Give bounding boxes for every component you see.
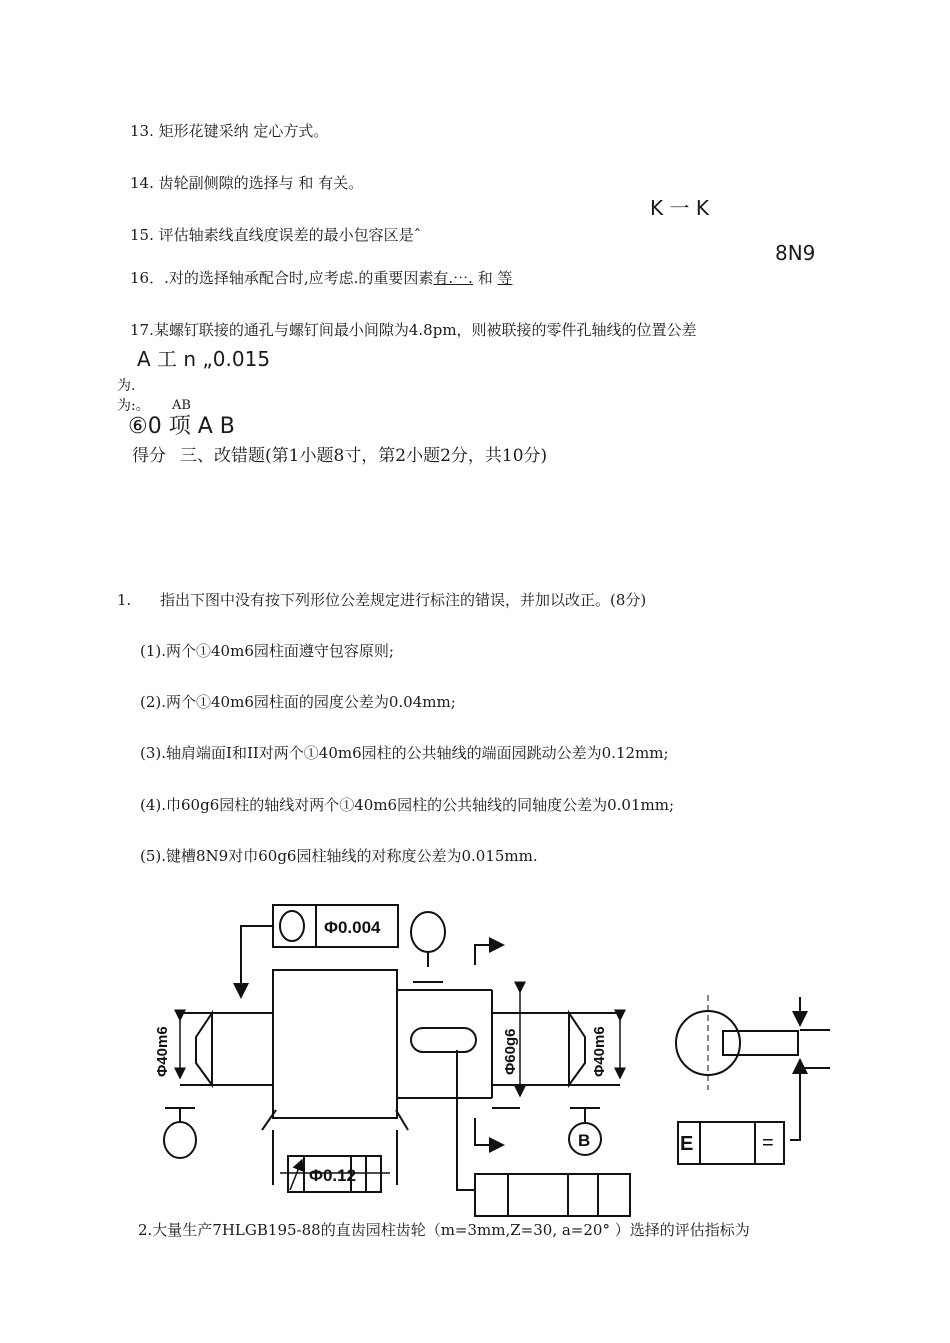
problem-1-item-3: (3).轴肩端面I和II对两个①40m6园柱的公共轴线的端面园跳动公差为0.12mm; <box>140 744 669 762</box>
section-arrow-bottom <box>475 1118 503 1145</box>
keyway-slot <box>411 1028 476 1052</box>
question-17-wei-2: 为:。 <box>117 398 150 414</box>
keyway-label: 8N9 <box>775 241 816 265</box>
question-14: 14. 齿轮副侧隙的选择与 和 有关。 <box>130 174 364 192</box>
dim-mid: Φ60g6 <box>502 1028 519 1075</box>
section-arrow-top <box>475 945 503 965</box>
question-17-symbol: ⑥0 项 A B <box>128 414 235 439</box>
question-17-ab: AB <box>172 398 191 413</box>
question-16-etc: 等 <box>497 269 513 287</box>
flat-symbol: = <box>762 1132 774 1154</box>
question-16-text: 16．.对的选择轴承配合时,应考虑.的重要因素 <box>130 269 434 287</box>
question-15: 15. 评估轴素线直线度误差的最小包容区是ˆ <box>130 226 422 244</box>
section-label-kk: K 一 K <box>650 196 709 220</box>
section-3-heading: 三、改错题(第1小题8寸，第2小题2分，共10分) <box>180 446 548 466</box>
problem-1-text: 指出下图中没有按下列形位公差规定进行标注的错误，并加以改正。(8分) <box>160 591 647 609</box>
datum-circle-left <box>164 1122 196 1158</box>
left-center-hole <box>196 1013 212 1085</box>
question-17-tolerance: A 工 n „0.015 <box>137 347 271 371</box>
score-label: 得分 <box>132 446 166 466</box>
datum-e-letter: E <box>680 1133 694 1155</box>
section-leader <box>790 1070 800 1140</box>
question-17: 17.某螺钉联接的通孔与螺钉间最小间隙为4.8pm，则被联接的零件孔轴线的位置公差 <box>130 321 697 339</box>
datum-b-letter: B <box>578 1131 591 1150</box>
key-section <box>723 1031 798 1055</box>
datum-circle-top <box>411 912 445 952</box>
frame-leader <box>457 1050 475 1190</box>
question-16-blank: 有.⋯. <box>433 269 473 287</box>
problem-1-item-5: (5).键槽8N9对巾60g6园柱轴线的对称度公差为0.015mm. <box>140 847 538 865</box>
frame-bottom-value: Φ0.12 <box>309 1166 357 1185</box>
problem-1-item-1: (1).两个①40m6园柱面遵守包容原则; <box>140 642 394 660</box>
question-13: 13. 矩形花键采纳 定心方式。 <box>130 122 329 140</box>
problem-1-item-2: (2).两个①40m6园柱面的园度公差为0.04mm; <box>140 693 456 711</box>
frame-top-value: Φ0.004 <box>324 918 381 937</box>
dim-right: Φ40m6 <box>591 1026 608 1077</box>
circularity-icon <box>280 911 304 941</box>
question-17-wei-1: 为. <box>117 378 136 394</box>
top-leader-arrow <box>241 926 273 997</box>
right-center-hole <box>569 1013 585 1085</box>
problem-1-item-4: (4).巾60g6园柱的轴线对两个①40m6园柱的公共轴线的同轴度公差为0.01mm; <box>140 796 675 814</box>
question-16-and: 和 <box>477 269 493 287</box>
collar-body <box>273 970 397 1118</box>
dim-left: Φ40m6 <box>154 1026 171 1077</box>
empty-feature-frame <box>475 1174 630 1216</box>
problem-2-text: 2.大量生产7HLGB195-88的直齿园柱齿轮（m=3mm,Z=30, a=20° ）选择的评估指标为 <box>138 1221 750 1239</box>
problem-1-number: 1. <box>117 591 132 609</box>
